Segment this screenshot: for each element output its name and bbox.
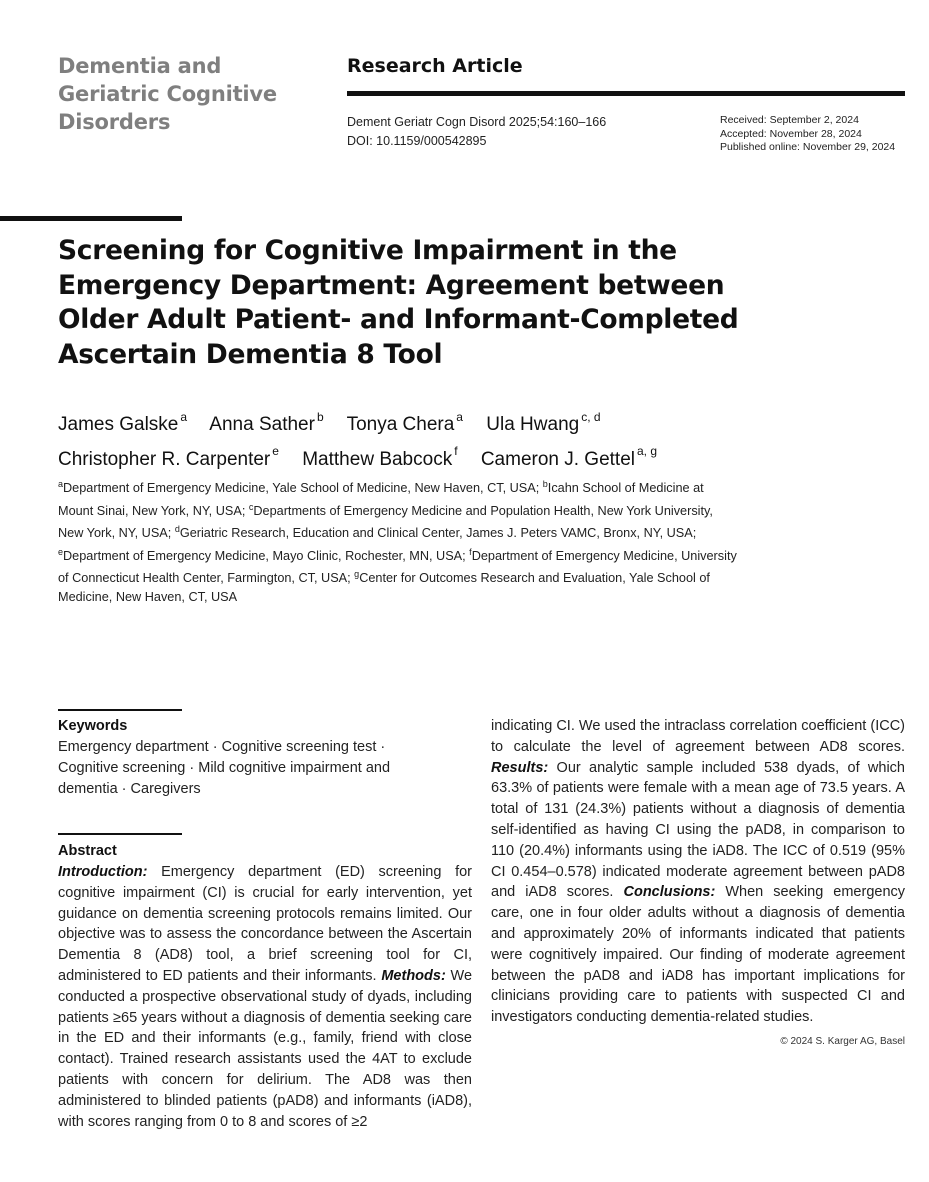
- affiliation-text: Center for Outcomes Research and Evaluation, Yale School of Medicine, New Haven, CT, USA: [58, 571, 710, 604]
- author-affiliation-mark: f: [454, 444, 458, 459]
- introduction-label: Introduction:: [58, 864, 148, 880]
- abstract-left-column: [58, 841, 472, 1132]
- affiliation-mark: f: [469, 546, 472, 557]
- keywords-text: Emergency department · Cognitive screening test · Cognitive screening · Mild cognitive impairment and dementia · Caregivers: [58, 739, 391, 797]
- journal-name-line: Geriatric Cognitive: [58, 82, 277, 106]
- title-line: Ascertain Dementia 8 Tool: [58, 338, 443, 370]
- abstract-heading: Abstract: [58, 843, 117, 859]
- author-affiliation-mark: e: [272, 444, 279, 459]
- author-name[interactable]: James Galske $^a$: [58, 410, 188, 436]
- author-list: [58, 405, 818, 474]
- affiliation-text: Department of Emergency Medicine, University of Connecticut Health Center, Farmington, CT, USA;: [58, 548, 737, 586]
- citation-text: Dement Geriatr Cogn Disord 2025;54:160–166: [347, 115, 607, 129]
- title-line: Older Adult Patient- and Informant-Completed: [58, 304, 739, 335]
- abstract-rule: [58, 833, 182, 835]
- affiliation-mark: a: [58, 479, 64, 489]
- conclusions-text: When seeking emergency care, one in four older adults without a diagnosis of dementia and approximately 20% of informants indicated that patients were cognitively impaired. Our finding of moderate agreement between the pAD8 and iAD8 has important implications for clinicians providing care to patients with suspected CI and investigators conducting dementia-related studies.: [491, 884, 906, 1026]
- keywords-section: [58, 716, 418, 799]
- author-name[interactable]: Ula Hwang $^{c, d}$: [486, 410, 601, 436]
- article-type-label: Research Article: [347, 55, 523, 77]
- affiliation-text: Department of Emergency Medicine, Mayo Clinic, Rochester, MN, USA;: [63, 548, 470, 563]
- author-name[interactable]: Christopher R. Carpenter $^e$: [58, 444, 279, 470]
- affiliation-text: Department of Emergency Medicine, Yale School of Medicine, New Haven, CT, USA;: [63, 481, 543, 496]
- author-name[interactable]: Tonya Chera $^a$: [346, 410, 463, 436]
- affiliation-mark: e: [58, 546, 64, 557]
- affiliation-mark: g: [354, 569, 360, 580]
- author-affiliation-mark: a: [456, 410, 463, 424]
- journal-name-line: Disorders: [58, 110, 171, 134]
- header-rule: [347, 91, 905, 96]
- received-date: Received: September 2, 2024: [720, 114, 859, 126]
- publication-dates: [720, 114, 895, 155]
- accepted-date: Accepted: November 28, 2024: [720, 127, 862, 140]
- title-line: Screening for Cognitive Impairment in the: [58, 235, 677, 266]
- author-line: [58, 405, 818, 439]
- author-line: [58, 439, 818, 473]
- affiliation-mark: b: [542, 479, 548, 489]
- introduction-text: Emergency department (ED) screening for cognitive impairment (CI) is crucial for early intervention, yet guidance on dementia screening protocols remains limited. Our objective was to assess the concordance between the Ascertain Dementia 8 (AD8) tool, a brief screening tool for CI, administered to ED patients and their informants.: [58, 864, 472, 984]
- keywords-heading: Keywords: [58, 718, 128, 734]
- results-label: Results:: [491, 759, 549, 776]
- title-line: Emergency Department: Agreement between: [58, 269, 725, 301]
- affiliation-text: Departments of Emergency Medicine and Population Health, New York University, New York, NY, USA;: [58, 503, 713, 541]
- author-affiliation-mark: a: [180, 410, 188, 424]
- methods-text: We conducted a prospective observational study of dyads, including patients ≥65 years without a diagnosis of dementia seeking care in the ED and their informants (e.g., family, friend with close contact). Trained research assistants used the 4AT to exclude patients with concern for delirium. The AD8 was then administered to blinded patients (pAD8) and informants (iAD8), with scores ranging from 0 to 8 and scores of ≥2: [58, 967, 473, 1130]
- affiliation-text: Icahn School of Medicine at Mount Sinai, New York, NY, USA;: [58, 481, 704, 518]
- title-rule: [0, 216, 182, 221]
- affiliation-text: Geriatric Research, Education and Clinical Center, James J. Peters VAMC, Bronx, NY, USA;: [179, 526, 697, 541]
- methods-label: Methods:: [381, 967, 446, 984]
- abstract-text-right: [491, 716, 906, 1047]
- affiliations: [58, 475, 738, 606]
- author-name[interactable]: Cameron J. Gettel $^{a, g}$: [480, 444, 658, 470]
- journal-name: [58, 52, 318, 136]
- author-affiliation-mark: c, d: [581, 410, 601, 424]
- author-name[interactable]: Matthew Babcock $^f$: [302, 444, 458, 470]
- author-affiliation-mark: b: [316, 410, 324, 424]
- doi-link[interactable]: DOI: 10.1159/000542895: [347, 134, 487, 148]
- copyright-notice: © 2024 S. Karger AG, Basel: [780, 1035, 905, 1047]
- affiliation-mark: d: [174, 524, 180, 535]
- citation-block: [347, 113, 606, 151]
- conclusions-label: Conclusions:: [623, 884, 716, 901]
- results-text: Our analytic sample included 538 dyads, of which 63.3% of patients were female with a mean age of 73.5 years. A total of 131 (24.3%) patients without a diagnosis of dementia self-identified as having CI using the pAD8, in comparison to 110 (20.4%) informants using the iAD8. The ICC of 0.519 (95% CI 0.454–0.578) indicated moderate agreement between pAD8 and iAD8 scores.: [491, 759, 905, 901]
- published-date: Published online: November 29, 2024: [720, 141, 896, 153]
- article-title: [58, 234, 818, 372]
- methods-text-continued: indicating CI. We used the intraclass correlation coefficient (ICC) to calculate the level of agreement between AD8 scores.: [491, 718, 905, 755]
- abstract-right-column: [491, 716, 905, 1053]
- journal-name-line: Dementia and: [58, 54, 222, 78]
- author-affiliation-mark: a, g: [637, 444, 658, 459]
- author-name[interactable]: Anna Sather $^b$: [209, 410, 324, 436]
- abstract-text-left: [58, 862, 472, 1132]
- affiliation-mark: c: [248, 501, 254, 512]
- keywords-rule: [58, 709, 182, 711]
